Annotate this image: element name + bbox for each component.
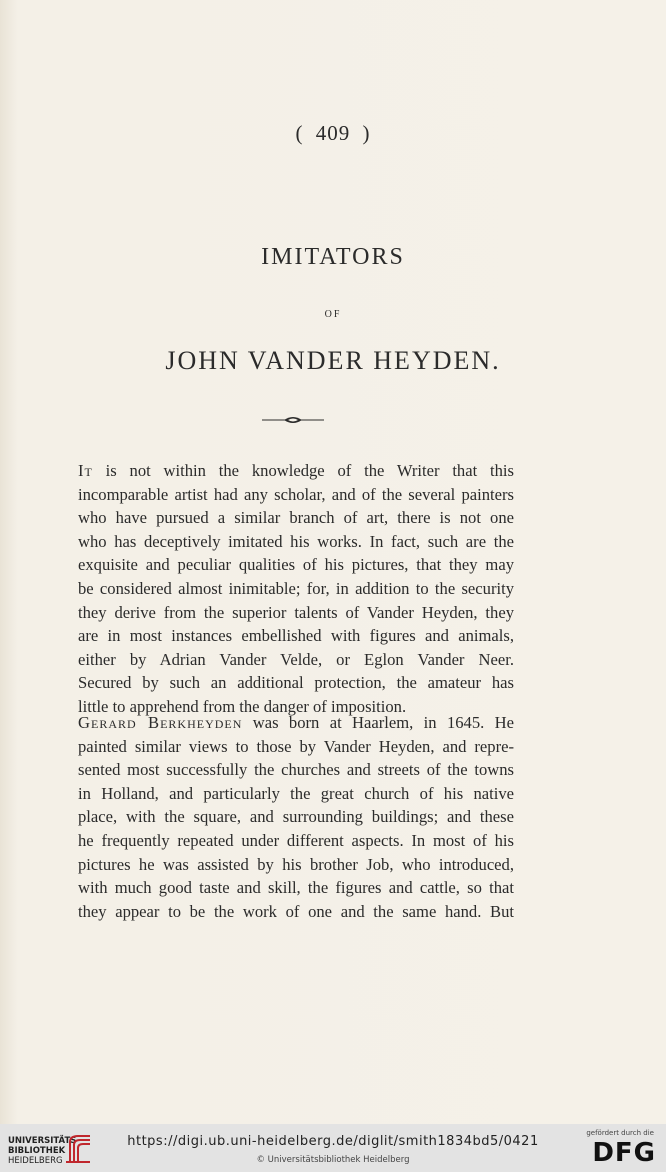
text-line: little to apprehend from the danger of imposition. bbox=[78, 696, 407, 716]
copyright-text: © Universitätsbibliothek Heidelberg bbox=[256, 1155, 410, 1165]
text-line: be considered almost inimitable; for, in addition to the security bbox=[78, 578, 514, 598]
funded-by-label: gefördert durch die bbox=[586, 1129, 654, 1137]
permalink-url[interactable]: https://digi.ub.uni-heidelberg.de/diglit/smith1834bd5/0421 bbox=[127, 1134, 539, 1149]
text-line: exquisite and peculiar qualities of his pictures, that they may bbox=[78, 555, 514, 575]
library-name[interactable]: UNIVERSITÄTS- BIBLIOTHEK HEIDELBERG bbox=[8, 1136, 80, 1166]
text-line: Gerard Berkheyden was born at Haarlem, in 1645. He bbox=[78, 713, 514, 732]
title-imitators: IMITATORS bbox=[261, 244, 405, 270]
title-artist-name: JOHN VANDER HEYDEN. bbox=[165, 346, 501, 375]
text-line: sented most successfully the churches and streets of the towns bbox=[78, 760, 514, 780]
text-line: who have pursued a similar branch of art, there is not one bbox=[78, 508, 514, 528]
text-line: pictures he was assisted by his brother Job, who introduced, bbox=[78, 854, 514, 874]
text-line: with much good taste and skill, the figures and cattle, so that bbox=[78, 878, 514, 898]
text-line: It is not within the knowledge of the Writer that this bbox=[78, 461, 514, 480]
text-line: incomparable artist had any scholar, and of the several painters bbox=[78, 484, 514, 504]
text-line: either by Adrian Vander Velde, or Eglon Vander Neer. bbox=[78, 649, 514, 669]
dfg-logo[interactable]: DFG bbox=[592, 1138, 656, 1168]
text-line: in Holland, and particularly the great church of his native bbox=[78, 783, 514, 803]
page-number: ( 409 ) bbox=[295, 121, 371, 145]
text-line: painted similar views to those by Vander Heyden, and repre- bbox=[78, 736, 514, 756]
ornament-divider-icon bbox=[262, 413, 324, 427]
paragraph-2 bbox=[78, 711, 514, 923]
text-line: who has deceptively imitated his works. In fact, such are the bbox=[78, 531, 514, 551]
text-line: place, with the square, and surrounding buildings; and these bbox=[78, 807, 514, 827]
title-of: OF bbox=[324, 309, 342, 320]
text-line: he frequently repeated under different aspects. In most of his bbox=[78, 830, 514, 850]
paragraph-1 bbox=[78, 459, 514, 719]
text-line: are in most instances embellished with figures and animals, bbox=[78, 626, 514, 646]
viewer-footer bbox=[0, 1124, 666, 1172]
text-line: they derive from the superior talents of Vander Heyden, they bbox=[78, 602, 514, 622]
text-line: they appear to be the work of one and the same hand. But bbox=[78, 901, 514, 921]
text-line: Secured by such an additional protection, the amateur has bbox=[78, 673, 514, 693]
